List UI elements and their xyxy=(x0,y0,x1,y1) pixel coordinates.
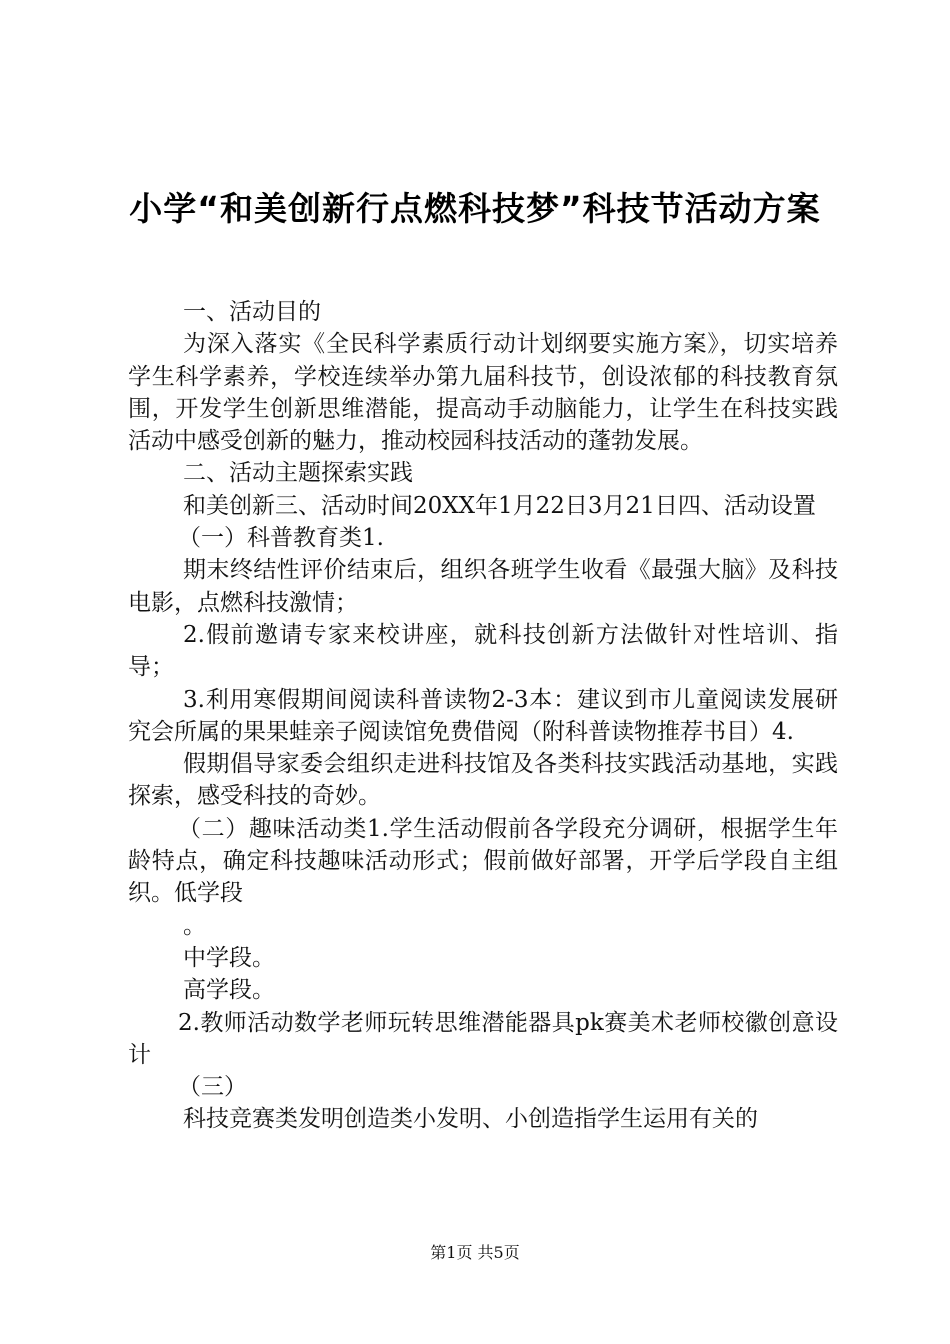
subsection-popular-science: （一）科普教育类1. xyxy=(178,525,384,552)
paragraph-item-4: 假期倡导家委会组织走进科技馆及各类科技实践活动基地，实践探索，感受科技的奇妙。 xyxy=(128,751,838,810)
subsection-fun-activities: （二）趣味活动类1.学生活动假前各学段充分调研，根据学生年龄特点，确定科技趣味活动形式；假前做好部署，开学后学段自主组织。低学段 xyxy=(128,815,838,907)
paragraph-purpose: 为深入落实《全民科学素质行动计划纲要实施方案》，切实培养学生科学素养，学校连续举办第九届科技节，创设浓郁的科技教育氛围，开发学生创新思维潜能，提高动手动脑能力，让学生在科技实践活动中感受创新的魅力，推动校园科技活动的蓬勃发展。 xyxy=(128,331,838,455)
paragraph-middle-grade: 中学段。 xyxy=(183,944,275,971)
paragraph-time-settings: 和美创新三、活动时间20XX年1月22日3月21日四、活动设置 xyxy=(183,492,816,519)
paragraph-competitions: 科技竞赛类发明创造类小发明、小创造指学生运用有关的 xyxy=(183,1106,758,1133)
paragraph-item-3: 3.利用寒假期间阅读科普读物2-3本：建议到市儿童阅读发展研究会所属的果果蛙亲子阅读馆免费借阅（附科普读物推荐书目）4. xyxy=(128,686,838,745)
subsection-three: （三） xyxy=(178,1074,247,1101)
section-heading-theme: 二、活动主题探索实践 xyxy=(183,460,413,487)
section-heading-purpose: 一、活动目的 xyxy=(183,299,321,325)
document-body xyxy=(128,296,838,1136)
paragraph-high-grade: 高学段。 xyxy=(183,977,275,1004)
paragraph-teacher-activities: 2.教师活动数学老师玩转思维潜能器具pk赛美术老师校徽创意设计 xyxy=(128,1009,838,1068)
paragraph-item-1: 期末终结性评价结束后，组织各班学生收看《最强大脑》及科技电影，点燃科技激情； xyxy=(128,557,838,616)
document-title: 小学“和美创新行点燃科技梦”科技节活动方案 xyxy=(129,189,821,228)
paragraph-item-2: 2.假前邀请专家来校讲座，就科技创新方法做针对性培训、指导； xyxy=(128,621,838,681)
paragraph-low-grade: 。 xyxy=(183,912,206,939)
page-footer: 第1页 共5页 xyxy=(430,1243,520,1262)
